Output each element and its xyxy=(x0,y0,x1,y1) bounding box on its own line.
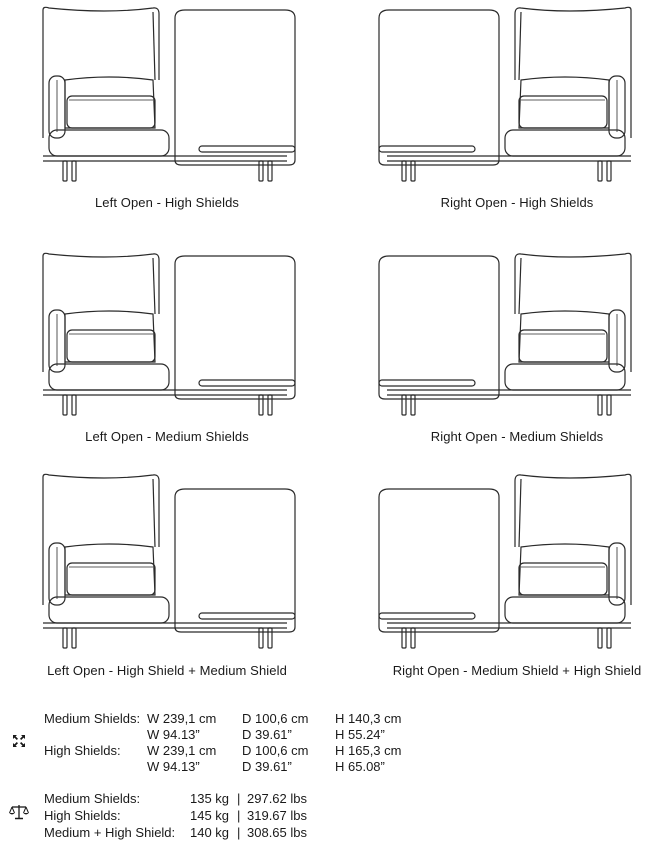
high-height-cm: H 165,3 cm xyxy=(335,743,402,758)
sofa-leg xyxy=(607,161,611,181)
back-shield-outline xyxy=(515,474,631,605)
front-shield-panel xyxy=(175,489,295,632)
weight-mixed-kg: 140 kg xyxy=(190,825,230,840)
seat-cushion xyxy=(505,597,625,623)
sofa-leg xyxy=(411,628,415,648)
sofa-group xyxy=(379,253,631,415)
back-shield-outline xyxy=(515,7,631,138)
back-cushion xyxy=(519,311,609,362)
sofa-group xyxy=(379,7,631,181)
sofa-group xyxy=(43,474,295,648)
variant-left-open-medium xyxy=(17,234,317,454)
high-depth-cm: D 100,6 cm xyxy=(242,743,309,758)
variant-caption: Right Open - Medium Shields xyxy=(430,429,604,444)
weight-high-separator: | xyxy=(237,808,241,823)
weight-medium-kg: 135 kg xyxy=(190,791,230,806)
sofa-leg xyxy=(259,395,263,415)
throw-pillow xyxy=(519,330,607,362)
weight-mixed-label: Medium + High Shield: xyxy=(44,825,176,840)
back-cushion xyxy=(519,77,609,128)
medium-depth-in: D 39.61” xyxy=(242,727,292,742)
variant-right-open-medium xyxy=(367,234,659,454)
back-shield-inner-edge xyxy=(153,479,155,547)
sofa-leg xyxy=(72,395,76,415)
throw-pillow xyxy=(67,330,155,362)
sofa-leg xyxy=(607,395,611,415)
sofa-leg xyxy=(268,628,272,648)
sofa-group xyxy=(43,253,295,415)
sofa-left-open-mixed-drawing xyxy=(17,467,317,657)
sofa-leg xyxy=(607,628,611,648)
weights-table xyxy=(44,790,344,842)
variant-right-open-high xyxy=(367,0,659,220)
sofa-leg xyxy=(402,395,406,415)
variant-left-open-mixed xyxy=(17,467,317,687)
front-shield-panel xyxy=(379,10,499,165)
sofa-leg xyxy=(63,395,67,415)
variant-caption: Right Open - Medium Shield + High Shield xyxy=(392,663,642,678)
back-shield-inner-edge xyxy=(519,258,521,314)
medium-width-in: W 94.13” xyxy=(147,727,200,742)
sofa-leg xyxy=(72,628,76,648)
back-shield-outline xyxy=(43,474,159,605)
back-shield-outline xyxy=(43,7,159,138)
sofa-leg xyxy=(72,161,76,181)
back-shield-inner-edge xyxy=(153,12,155,80)
back-shield-inner-edge xyxy=(519,12,521,80)
high-width-in: W 94.13” xyxy=(147,759,200,774)
high-depth-in: D 39.61” xyxy=(242,759,292,774)
seat-cushion xyxy=(505,130,625,156)
throw-pillow xyxy=(67,563,155,595)
medium-width-cm: W 239,1 cm xyxy=(147,711,217,726)
medium-height-in: H 55.24” xyxy=(335,727,385,742)
front-shield-panel xyxy=(379,256,499,399)
sofa-leg xyxy=(268,395,272,415)
throw-pillow xyxy=(519,96,607,128)
seat-cushion xyxy=(49,597,169,623)
sofa-leg xyxy=(402,161,406,181)
variant-right-open-mixed xyxy=(367,467,659,687)
weight-medium-lbs: 297.62 lbs xyxy=(247,791,307,806)
back-cushion xyxy=(519,544,609,595)
back-shield-inner-edge xyxy=(519,479,521,547)
weight-mixed-separator: | xyxy=(237,825,241,840)
medium-depth-cm: D 100,6 cm xyxy=(242,711,309,726)
sofa-right-open-mixed-drawing xyxy=(367,467,659,657)
sofa-leg xyxy=(63,628,67,648)
variant-left-open-high xyxy=(17,0,317,220)
back-cushion xyxy=(65,311,155,362)
variant-caption: Left Open - High Shields xyxy=(94,195,240,210)
throw-pillow xyxy=(519,563,607,595)
front-shield-panel xyxy=(379,489,499,632)
back-cushion xyxy=(65,77,155,128)
panel-armrest-bar xyxy=(379,146,475,152)
throw-pillow xyxy=(67,96,155,128)
sofa-leg xyxy=(411,161,415,181)
panel-armrest-bar xyxy=(379,613,475,619)
sofa-right-open-high-drawing xyxy=(367,0,659,190)
variant-caption: Right Open - High Shields xyxy=(440,195,594,210)
weight-high-kg: 145 kg xyxy=(190,808,230,823)
weight-high-label: High Shields: xyxy=(44,808,121,823)
sofa-leg xyxy=(259,161,263,181)
weight-high-lbs: 319.67 lbs xyxy=(247,808,307,823)
medium-dimensions-label: Medium Shields: xyxy=(44,711,141,726)
variant-caption: Left Open - High Shield + Medium Shield xyxy=(47,663,287,678)
sofa-leg xyxy=(598,395,602,415)
high-height-in: H 65.08” xyxy=(335,759,385,774)
weight-medium-separator: | xyxy=(237,791,241,806)
medium-height-cm: H 140,3 cm xyxy=(335,711,402,726)
back-cushion xyxy=(65,544,155,595)
sofa-leg xyxy=(402,628,406,648)
sofa-leg xyxy=(63,161,67,181)
sofa-right-open-medium-drawing xyxy=(367,234,659,424)
seat-cushion xyxy=(49,364,169,390)
sofa-left-open-medium-drawing xyxy=(17,234,317,424)
panel-armrest-bar xyxy=(199,380,295,386)
weight-medium-label: Medium Shields: xyxy=(44,791,141,806)
panel-armrest-bar xyxy=(199,613,295,619)
high-dimensions-label: High Shields: xyxy=(44,743,121,758)
front-shield-panel xyxy=(175,10,295,165)
sofa-leg xyxy=(411,395,415,415)
weight-mixed-lbs: 308.65 lbs xyxy=(247,825,307,840)
dimensions-arrows-icon xyxy=(12,734,26,748)
back-shield-inner-edge xyxy=(153,258,155,314)
sofa-leg xyxy=(598,628,602,648)
sofa-left-open-high-drawing xyxy=(17,0,317,190)
sofa-leg xyxy=(259,628,263,648)
sofa-leg xyxy=(598,161,602,181)
weight-scale-icon xyxy=(9,804,29,820)
seat-cushion xyxy=(505,364,625,390)
high-width-cm: W 239,1 cm xyxy=(147,743,217,758)
sofa-leg xyxy=(268,161,272,181)
seat-cushion xyxy=(49,130,169,156)
sofa-group xyxy=(43,7,295,181)
sofa-group xyxy=(379,474,631,648)
front-shield-panel xyxy=(175,256,295,399)
panel-armrest-bar xyxy=(199,146,295,152)
dimensions-table xyxy=(44,710,444,780)
variant-caption: Left Open - Medium Shields xyxy=(85,429,249,444)
panel-armrest-bar xyxy=(379,380,475,386)
